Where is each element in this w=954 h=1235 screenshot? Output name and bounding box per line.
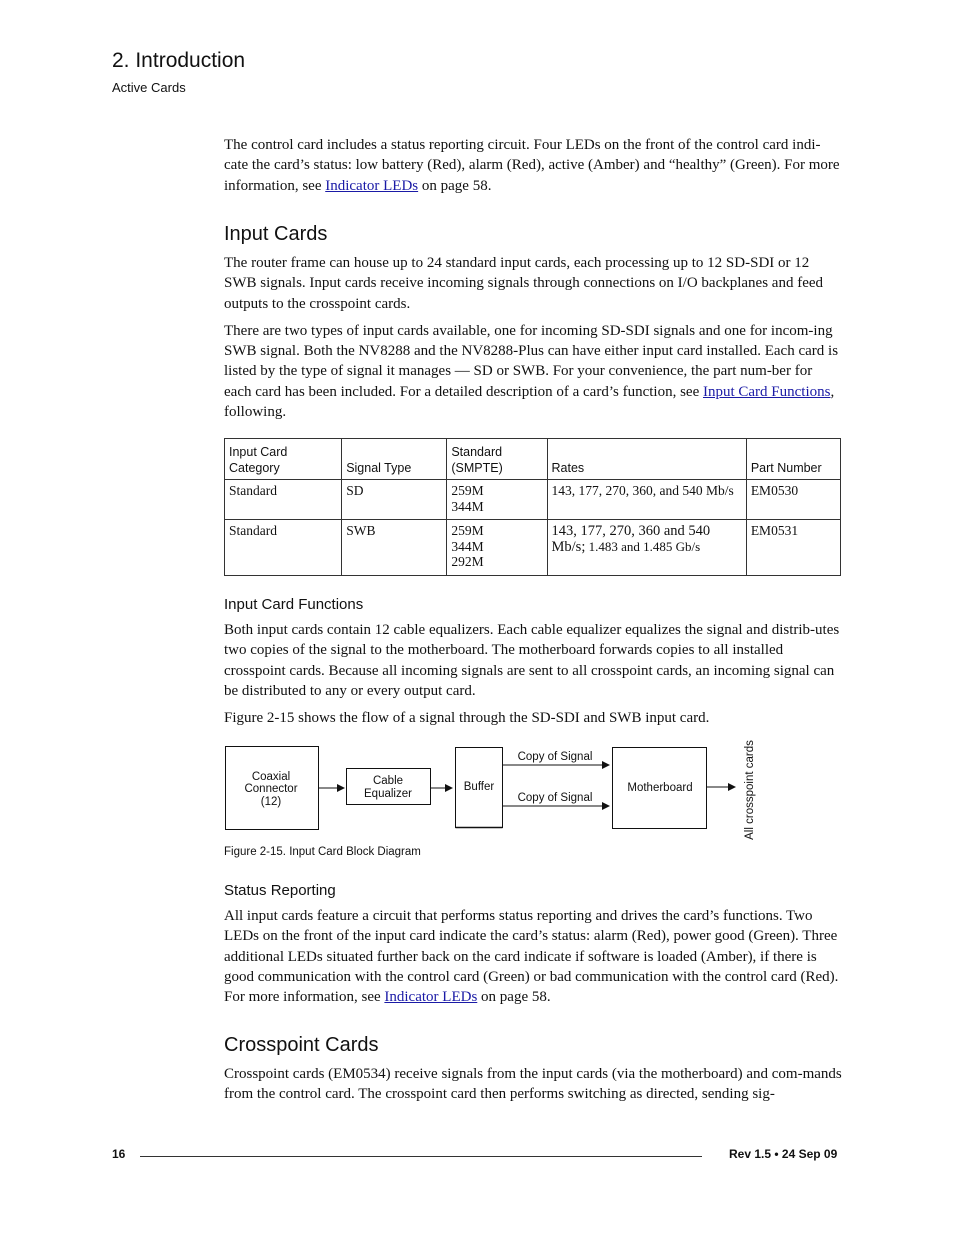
rates-small: 1.483 and 1.485 Gb/s [585,539,701,554]
standard-line: 344M [451,498,484,514]
input-card-block-diagram [220,736,765,846]
equalizer-label-line: Cable [372,775,404,787]
intro-block [224,135,842,196]
status-reporting-text-after: on page 58. [477,989,551,1006]
table-cell-part: EM0530 [746,480,840,520]
table-cell-standard [447,480,547,520]
table-cell-rates [547,520,746,576]
motherboard-label: Motherboard [627,782,693,794]
footer-page-number: 16 [112,1147,126,1161]
input-card-functions-para-1: Both input cards contain 12 cable equalizers. Each cable equalizer equalizes the signal and distrib-utes two copies of the signal to the motherboard. The motherboard forwards copies to all installed crosspoint cards. Because all incoming signals are sent to all crosspoint cards, an incoming signal can be distributed to any or every output card. [224,622,840,699]
table-cell-standard [447,520,547,576]
equalizer-label-line: Equalizer [364,788,412,800]
table-cell-part: EM0531 [746,520,840,576]
table-cell-signal: SWB [342,520,447,576]
input-cards-heading: Input Cards [224,223,328,245]
intro-paragraph [224,135,842,196]
table-header-signal: Signal Type [342,439,447,480]
status-reporting-section [224,881,842,1007]
status-reporting-text: All input cards feature a circuit that performs status reporting and drives the card’s functions. Two LEDs on the front of the input card indicate the card’s status: alarm (Red), power good (Green). Three additional LEDs situated further back on the card indicate if software is loaded (Amber), if there is good communication with the control card (Green) or bad communication with the control card (Red). For more information, see [224,908,839,1006]
intro-text: The control card includes a status reporting circuit. Four LEDs on the front of the control card indi-cate the card’s status: low battery (Red), alarm (Red), active (Amber) and “healthy” (Green). For more information, see [224,137,840,194]
input-cards-para-2-text: There are two types of input cards available, one for incoming SD-SDI signals and one for incom-ing SWB signal. Both the NV8288 and the NV8288-Plus can have either input card installed. Each card is listed by the type of signal it manages — SD or SWB. For your convenience, the part num-ber for each card has been included. For a detailed description of a card’s function, see [224,322,839,400]
input-cards-para-2-after: , following. [224,383,835,421]
standard-line: 259M [451,483,484,498]
table-header-part: Part Number [746,439,840,480]
table-header-category: Input Card Category [225,439,342,480]
footer-revision: Rev 1.5 • 24 Sep 09 [729,1147,838,1161]
table-cell-category: Standard [225,480,342,520]
table-header-standard: Standard (SMPTE) [447,439,547,480]
table-row [225,480,841,520]
input-card-functions-section [224,595,842,728]
figure-caption: Figure 2-15. Input Card Block Diagram [224,846,421,858]
rates-main: 143, 177, 270, 360 and 540 Mb/s; [551,523,711,555]
table-row [225,520,841,576]
input-cards-section [224,222,842,422]
footer-rule [140,1156,702,1157]
input-card-functions-heading: Input Card Functions [224,596,364,613]
status-reporting-paragraph [224,906,842,1007]
input-cards-para-1: The router frame can house up to 24 standard input cards, each processing up to 12 SD-SDI or 12 SWB signals. Input cards receive incoming signals through connections on I/O backplanes and feed outputs to the crosspoint cards. [224,255,824,312]
crosspoint-cards-paragraph: Crosspoint cards (EM0534) receive signals from the input cards (via the motherboard) and com-mands from the control card. The crosspoint card then performs switching as directed, sending sig- [224,1066,842,1103]
input-card-table-wrap [224,438,841,576]
indicator-leds-link[interactable]: Indicator LEDs [325,177,419,194]
standard-line: 344M [451,538,484,554]
indicator-leds-link-2[interactable]: Indicator LEDs [384,989,478,1006]
standard-line: 292M [451,554,484,569]
copy-signal-top-label: Copy of Signal [517,751,593,763]
buffer-label: Buffer [463,781,495,793]
coax-label-line: Connector [244,783,298,795]
table-header-row [225,439,841,480]
coax-label-line: Coaxial [251,771,291,783]
table-cell-category: Standard [225,520,342,576]
chapter-title: 2. Introduction [112,49,246,72]
coax-label-line: (12) [260,796,282,808]
input-card-table [224,438,841,576]
intro-text-after: on page 58. [418,177,492,194]
table-header-rates: Rates [547,439,746,480]
input-card-functions-link[interactable]: Input Card Functions [702,383,831,400]
section-subtitle: Active Cards [112,80,186,95]
input-cards-para-2 [224,321,842,422]
table-cell-rates: 143, 177, 270, 360, and 540 Mb/s [547,480,746,520]
crosspoint-cards-section [224,1033,842,1105]
table-cell-signal: SD [342,480,447,520]
all-crosspoint-cards-label: All crosspoint cards [744,740,756,840]
standard-line: 259M [451,523,484,538]
crosspoint-cards-heading: Crosspoint Cards [224,1034,379,1056]
status-reporting-heading: Status Reporting [224,882,336,899]
copy-signal-bottom-label: Copy of Signal [517,792,593,804]
input-card-functions-para-2: Figure 2-15 shows the flow of a signal through the SD-SDI and SWB input card. [224,710,710,727]
